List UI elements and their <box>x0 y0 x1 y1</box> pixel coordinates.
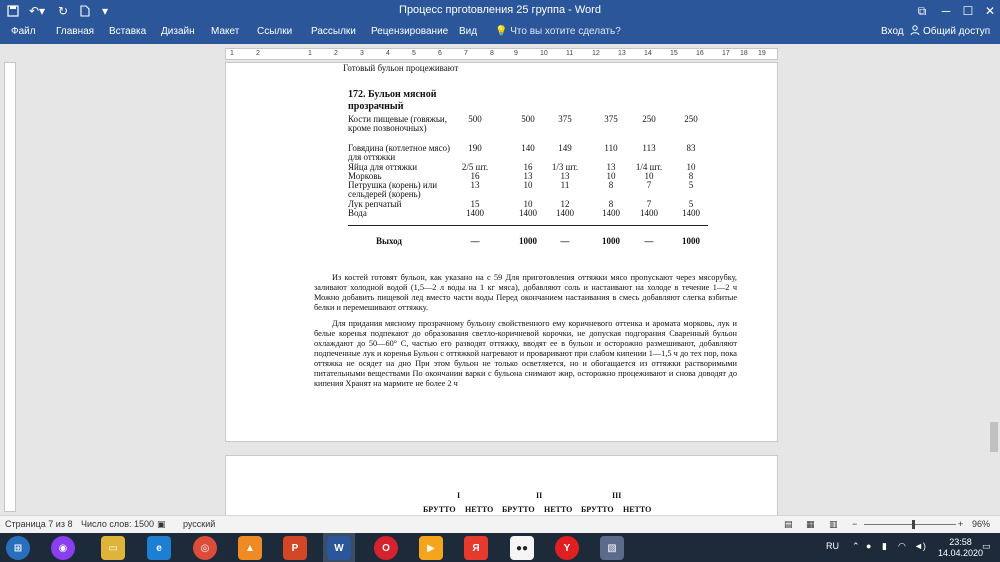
table-cell: 16 <box>470 171 480 181</box>
alice-assistant-icon[interactable]: ◉ <box>51 536 75 560</box>
ingredient-name: Лук репчатый <box>348 199 402 209</box>
horizontal-ruler[interactable] <box>225 48 778 60</box>
ingredient-name: Яйца для оттяжки <box>348 162 418 172</box>
table-cell: 1000 <box>519 236 537 246</box>
media-player-icon[interactable]: ▶ <box>419 536 443 560</box>
table-cell: 12 <box>560 199 570 209</box>
table-cell: 8 <box>608 180 614 190</box>
read-mode-icon[interactable]: ▤ <box>784 519 793 529</box>
ruler-tick: 9 <box>514 50 518 57</box>
wifi-icon[interactable]: ◠ <box>898 541 906 551</box>
ruler-tick: 4 <box>386 50 390 57</box>
column-header: НЕТТО <box>465 505 494 514</box>
table-row <box>348 115 718 143</box>
table-cell: 10 <box>606 171 616 181</box>
table-cell: 7 <box>646 180 652 190</box>
column-header: НЕТТО <box>544 505 573 514</box>
tab-insert[interactable]: Вставка <box>109 26 147 37</box>
table-cell: 1400 <box>519 208 537 218</box>
yandex-icon[interactable]: Я <box>464 536 488 560</box>
table-cell: 13 <box>470 180 480 190</box>
status-bar <box>0 515 1000 533</box>
ruler-tick: 10 <box>540 50 548 57</box>
ruler-tick: 16 <box>696 50 704 57</box>
ruler-tick: 14 <box>644 50 652 57</box>
table-cell: 16 <box>523 162 533 172</box>
table-cell: 1400 <box>466 208 484 218</box>
recipe-heading-line-2: прозрачный <box>348 101 404 112</box>
tell-me-label: Что вы хотите сделать? <box>510 26 621 37</box>
notifications-icon[interactable]: ▭ <box>982 541 991 551</box>
volume-icon[interactable]: ◄) <box>914 541 926 551</box>
table-cell: 15 <box>470 199 480 209</box>
ruler-tick: 15 <box>670 50 678 57</box>
table-cell: — <box>644 236 654 246</box>
recipe-heading-line-1: 172. Бульон мясной <box>348 89 437 100</box>
table-cell: 110 <box>604 143 618 153</box>
table-row <box>348 144 718 162</box>
document-page-next[interactable] <box>225 455 778 520</box>
panda-app-icon[interactable]: ●● <box>510 536 534 560</box>
sign-in-link[interactable]: Вход <box>881 26 904 37</box>
ruler-tick: 3 <box>360 50 364 57</box>
table-cell: 8 <box>688 171 694 181</box>
table-cell: 250 <box>642 114 656 124</box>
ribbon-tabs <box>0 22 1000 44</box>
yandex-browser-icon[interactable]: Y <box>555 536 579 560</box>
language-indicator[interactable]: русский <box>183 519 216 529</box>
internet-explorer-icon[interactable]: e <box>147 536 171 560</box>
table-cell: 7 <box>646 199 652 209</box>
table-cell: 13 <box>560 171 570 181</box>
ruler-tick: 18 <box>740 50 748 57</box>
ruler-tick: 1 <box>308 50 312 57</box>
table-cell: 1400 <box>602 208 620 218</box>
page-count[interactable]: Страница 7 из 8 <box>5 519 73 529</box>
zoom-in-icon[interactable]: + <box>958 519 964 529</box>
table-row-output <box>348 237 718 247</box>
system-clock[interactable] <box>938 537 983 559</box>
new-document-icon[interactable] <box>76 2 94 20</box>
start-button-icon[interactable]: ⊞ <box>6 536 30 560</box>
tab-file[interactable]: Файл <box>11 26 36 37</box>
tab-review[interactable]: Рецензирование <box>371 26 449 37</box>
save-icon[interactable] <box>4 2 22 20</box>
tab-mailings[interactable]: Рассылки <box>311 26 356 37</box>
maximize-button[interactable]: ☐ <box>962 4 974 18</box>
ingredient-name: Петрушка (корень) или сельдерей (корень) <box>348 180 438 199</box>
table-cell: — <box>560 236 570 246</box>
web-layout-icon[interactable]: ▥ <box>829 519 838 529</box>
table-cell: 500 <box>468 114 482 124</box>
table-cell: 500 <box>521 114 535 124</box>
redo-icon[interactable]: ↻ <box>57 4 69 18</box>
table-cell: 1400 <box>556 208 574 218</box>
table-cell: 10 <box>523 199 533 209</box>
table-cell: 8 <box>608 199 614 209</box>
output-label: Выход <box>376 236 402 246</box>
share-button[interactable] <box>910 25 990 38</box>
remote-desktop-icon[interactable]: ▧ <box>600 536 624 560</box>
table-cell: 1400 <box>682 208 700 218</box>
table-cell: 149 <box>558 143 572 153</box>
column-header: БРУТТО <box>581 505 614 514</box>
table-cell: 190 <box>468 143 482 153</box>
column-header: БРУТТО <box>423 505 456 514</box>
table-cell: 11 <box>560 180 570 190</box>
ruler-tick: 8 <box>490 50 494 57</box>
ruler-tick: 17 <box>722 50 730 57</box>
opera-icon[interactable]: O <box>374 536 398 560</box>
table-cell: 375 <box>558 114 572 124</box>
tab-references[interactable]: Ссылки <box>257 26 293 37</box>
tell-me-search[interactable] <box>495 26 621 37</box>
table-cell: 1000 <box>602 236 620 246</box>
powerpoint-icon[interactable]: P <box>283 536 307 560</box>
paragraph: Из костей готовят бульон, как указано на с 59 Для приготовления оттяжки мясо пропускают через мясорубку, заливают холодной водой (1,5—2 л воды на 1 кг мяса), добавляют соль и настаивают на холоде в течение 1—2 ч Можно добавить пищевой лед вместо части воды Перед окончанием настаивания в смесь добавляют слегка взбитые белки и перемешивают оттяжку. <box>314 273 737 312</box>
ruler-tick: 13 <box>618 50 626 57</box>
ribbon-display-options-icon[interactable]: ⧉ <box>917 3 927 18</box>
zoom-out-icon[interactable]: − <box>852 519 858 529</box>
column-header: НЕТТО <box>623 505 652 514</box>
table-cell: 1/4 шт. <box>635 162 663 172</box>
ruler-tick: 7 <box>464 50 468 57</box>
recipe-heading <box>348 89 436 113</box>
ruler-tick: 11 <box>566 50 574 57</box>
table-cell: 250 <box>684 114 698 124</box>
close-button[interactable]: ✕ <box>984 4 996 18</box>
customize-toolbar-icon[interactable]: ▾ <box>101 4 109 18</box>
column-header: БРУТТО <box>502 505 535 514</box>
zoom-slider-handle[interactable] <box>912 520 915 529</box>
chrome-icon[interactable]: ◎ <box>193 536 217 560</box>
ruler-tick: 5 <box>412 50 416 57</box>
tray-chevron-icon[interactable]: ⌃ <box>852 541 860 551</box>
table-cell: 13 <box>606 162 616 172</box>
proofing-icon[interactable]: ▣ <box>157 519 166 529</box>
network-icon[interactable]: ▮ <box>882 541 887 551</box>
tab-view[interactable]: Вид <box>459 26 478 37</box>
person-icon <box>910 25 920 38</box>
ingredient-name: Вода <box>348 208 367 218</box>
ruler-tick: 19 <box>758 50 766 57</box>
table-cell: 113 <box>642 143 656 153</box>
word-count[interactable]: Число слов: 1500 <box>81 519 155 529</box>
table-rule <box>348 225 708 226</box>
file-explorer-icon[interactable]: ▭ <box>101 536 125 560</box>
table-cell: 10 <box>686 162 696 172</box>
ingredient-name: Морковь <box>348 171 382 181</box>
zoom-level[interactable]: 96% <box>972 519 991 529</box>
tab-design[interactable]: Дизайн <box>161 26 195 37</box>
share-label: Общий доступ <box>923 26 991 37</box>
document-title: Процесс пргotовления 25 группа - Word <box>399 4 601 16</box>
minimize-button[interactable]: ─ <box>941 4 951 18</box>
vlc-icon[interactable]: ▲ <box>238 536 262 560</box>
ruler-tick: 1 <box>230 50 234 57</box>
input-language[interactable]: RU <box>826 541 839 551</box>
table-cell: 140 <box>521 143 535 153</box>
table-cell: 1400 <box>640 208 658 218</box>
ruler-tick: 2 <box>256 50 260 57</box>
table-row <box>348 181 718 199</box>
paragraph: Для придания мясному прозрачному бульону свойственного ему коричневого оттенка и аромата морковь, лук и белые коренья подпекают до образования светло-коричневой корочки, не допуская подгорания Сваренный бульон охлаждают до 50—60° С, частью его разводят оттяжку, вводят ее в бульон и осторожно размешивают, добавляют подпеченные лук и коренья Бульон с оттяжкой нагревают и проваривают при слабом кипении 1—1,5 ч до тех пор, пока оттяжка не осядет на дно При этом бульон не только осветляется, но и обогащается из оттяжки растворимыми питательными веществами По окончании варки с бульона снимают жир, осторожно процеживают и снова доводят до кипения Хранят на мармите не более 2 ч <box>314 319 737 388</box>
zoom-slider[interactable] <box>864 524 956 525</box>
lightbulb-icon: 💡 <box>495 26 508 37</box>
ingredient-name: Кости пищевые (говяжьи, кроме позвоночных) <box>348 114 447 133</box>
ruler-tick: 2 <box>334 50 338 57</box>
table-cell: 13 <box>523 171 533 181</box>
page-top-line: Готовый бульон процеживают <box>343 63 459 73</box>
scrollbar-thumb[interactable] <box>990 422 998 452</box>
document-page[interactable] <box>225 62 778 442</box>
group-label: III <box>612 491 622 500</box>
title-bar <box>0 0 1000 22</box>
ruler-tick: 12 <box>592 50 600 57</box>
undo-icon[interactable]: ↶▾ <box>28 4 46 18</box>
vertical-ruler[interactable] <box>4 62 16 512</box>
tab-layout[interactable]: Макет <box>211 26 240 37</box>
group-label: II <box>536 491 543 500</box>
table-row <box>348 209 718 219</box>
table-cell: 2/5 шт. <box>461 162 489 172</box>
table-cell: 5 <box>688 199 694 209</box>
ingredient-name: Говядина (котлетное мясо) для оттяжки <box>348 143 451 162</box>
ruler-tick: 6 <box>438 50 442 57</box>
table-cell: 1000 <box>682 236 700 246</box>
table-cell: 83 <box>686 143 696 153</box>
print-layout-icon[interactable]: ▦ <box>806 519 815 529</box>
word-icon[interactable]: W <box>327 536 351 560</box>
clock-date: 14.04.2020 <box>938 548 984 558</box>
table-cell: 1/3 шт. <box>551 162 579 172</box>
tab-home[interactable]: Главная <box>56 26 95 37</box>
clock-time: 23:58 <box>949 537 972 547</box>
group-label: I <box>457 491 461 500</box>
table-cell: 10 <box>644 171 654 181</box>
taskbar <box>0 533 1000 562</box>
table-cell: 375 <box>604 114 618 124</box>
table-cell: 10 <box>523 180 533 190</box>
tray-app-icon[interactable]: ● <box>866 541 872 551</box>
table-cell: 5 <box>688 180 694 190</box>
table-cell: — <box>470 236 480 246</box>
